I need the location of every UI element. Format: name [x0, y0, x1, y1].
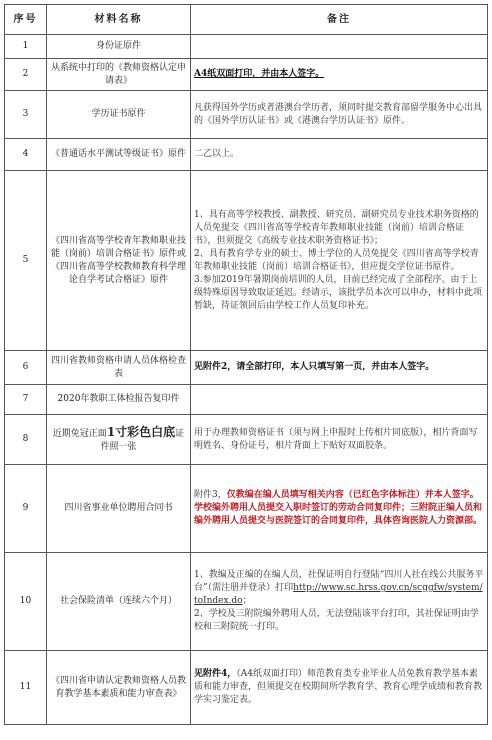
- material-note: [191, 35, 488, 59]
- table-row: [5, 35, 488, 59]
- material-name: 《普通话水平测试等级证书》原件: [47, 139, 191, 171]
- row-number: 2: [5, 59, 47, 91]
- note-item: 1、具有高等学校教授、副教授、研究员、副研究员专业技术职务资格的人员免提交《四川省高等学校青年教师职业技能（岗前）培训合格证书》，但须提交《高级专业技术职务资格证书》；: [194, 209, 479, 246]
- header-note: 备注: [191, 5, 488, 35]
- table-row: [5, 465, 488, 553]
- note-emphasis: 见附件2，请全部打印，本人只填写第一页，并由本人签字。: [194, 362, 435, 372]
- material-name: 学历证书原件: [47, 91, 191, 139]
- note-emphasis: 仅教编在编人员填写相关内容（已红色字体标注）并本人签字。学校编外聘用人员提交入职时签订的劳动合同复印件；三附院正编人员和编外聘用人员提交与医院签订的合同复印件，具体咨询医院人力资源部。: [194, 490, 483, 526]
- table-row: [5, 91, 488, 139]
- material-note: [191, 553, 488, 651]
- note-item: 1、教编及正编的在编人员，社保证明自行登陆“四川人社在线公共服务平台”（需注册并登录）打印: [194, 570, 484, 593]
- material-name: 身份证原件: [47, 35, 191, 59]
- row-number: 9: [5, 465, 47, 553]
- social-insurance-link[interactable]: http://www.sc.hrss.gov.cn/scggfw/system/toIndex.do: [194, 583, 483, 606]
- note-rest: （A4纸双面打印）师范教育类专业毕业人员免教育教学基本素质和能力审查，但须提交在校期间所学教育学、教育心理学成绩和教育教学实习鉴定表。: [194, 669, 483, 705]
- note-item: 3.参加2019年暑期岗前培训的人员，目前已经完成了全部程序。由于上级特殊原因导致取证延迟。经请示，该批学员本次可以申办，材料中此项暂缺，待证领回后由学校工作人员复印补充。: [194, 274, 483, 311]
- material-name: 从系统中打印的《教师资格认定申请表》: [47, 59, 191, 91]
- material-name: 社会保险清单（连续六个月）: [47, 553, 191, 651]
- material-name: 《四川省申请认定教师资格人员教育教学基本素质和能力审查表》: [47, 651, 191, 725]
- table-row: [5, 139, 488, 171]
- row-number: 8: [5, 415, 47, 465]
- photo-name-prefix: 近期免冠正面: [52, 428, 107, 439]
- row-number: 3: [5, 91, 47, 139]
- note-item: 2、学校及三附院编外聘用人员，无法登陆该平台打印，其社保证明由学校和三附院统一打印。: [194, 609, 479, 632]
- material-note: 二乙以上。: [191, 139, 488, 171]
- photo-name-suffix: 证件照一张: [100, 428, 185, 452]
- material-name: 《四川省高等学校青年教师职业技能（岗前）培训合格证书》原件或《四川省高等学校教师教育科学理论自学考试合格证》原件: [47, 171, 191, 351]
- table-row: [5, 59, 488, 91]
- note-emphasis: A4纸双面打印，并由本人签字。: [194, 69, 325, 79]
- table-row: [5, 351, 488, 385]
- note-item: 2、具有教育学专业的硕士、博士学位的人员免提交《四川省高等学校青年教师职业技能（岗前）培训合格证书》，但应提交学位证书原件。: [194, 248, 479, 272]
- row-number: 11: [5, 651, 47, 725]
- photo-name-emphasis: 1寸彩色白底: [106, 424, 176, 439]
- material-note: [191, 351, 488, 385]
- material-note: [191, 651, 488, 725]
- material-note: 用于办理教师资格证书（须与网上申报时上传相片同底版），相片背面写明姓名、身份证号，相片背面上下贴好双面胶条。: [191, 415, 488, 465]
- header-no: 序号: [5, 5, 47, 35]
- table-header-row: [5, 5, 488, 35]
- row-number: 5: [5, 171, 47, 351]
- material-name: 四川省教师资格申请人员体格检查表: [47, 351, 191, 385]
- row-number: 7: [5, 385, 47, 415]
- materials-table: [4, 4, 488, 725]
- table-row: [5, 651, 488, 725]
- material-note: [191, 171, 488, 351]
- header-name: 材料名称: [47, 5, 191, 35]
- material-name: [47, 415, 191, 465]
- material-note: [191, 59, 488, 91]
- note-emphasis: 见附件4，: [194, 669, 237, 679]
- table-row: [5, 385, 488, 415]
- table-row: [5, 171, 488, 351]
- material-note: 凡获得国外学历或者港澳台学历者，须同时提交教育部留学服务中心出具的《国外学历认证书》或《港澳台学历认证书》原件。: [191, 91, 488, 139]
- note-prefix: 附件3，: [194, 490, 227, 500]
- note-punctuation: ；: [242, 596, 252, 606]
- material-note: [191, 465, 488, 553]
- table-row: [5, 553, 488, 651]
- row-number: 1: [5, 35, 47, 59]
- material-name: 四川省事业单位聘用合同书: [47, 465, 191, 553]
- row-number: 6: [5, 351, 47, 385]
- row-number: 4: [5, 139, 47, 171]
- table-row: [5, 415, 488, 465]
- material-name: 2020年教职工体检报告复印件: [47, 385, 191, 415]
- material-note: [191, 385, 488, 415]
- row-number: 10: [5, 553, 47, 651]
